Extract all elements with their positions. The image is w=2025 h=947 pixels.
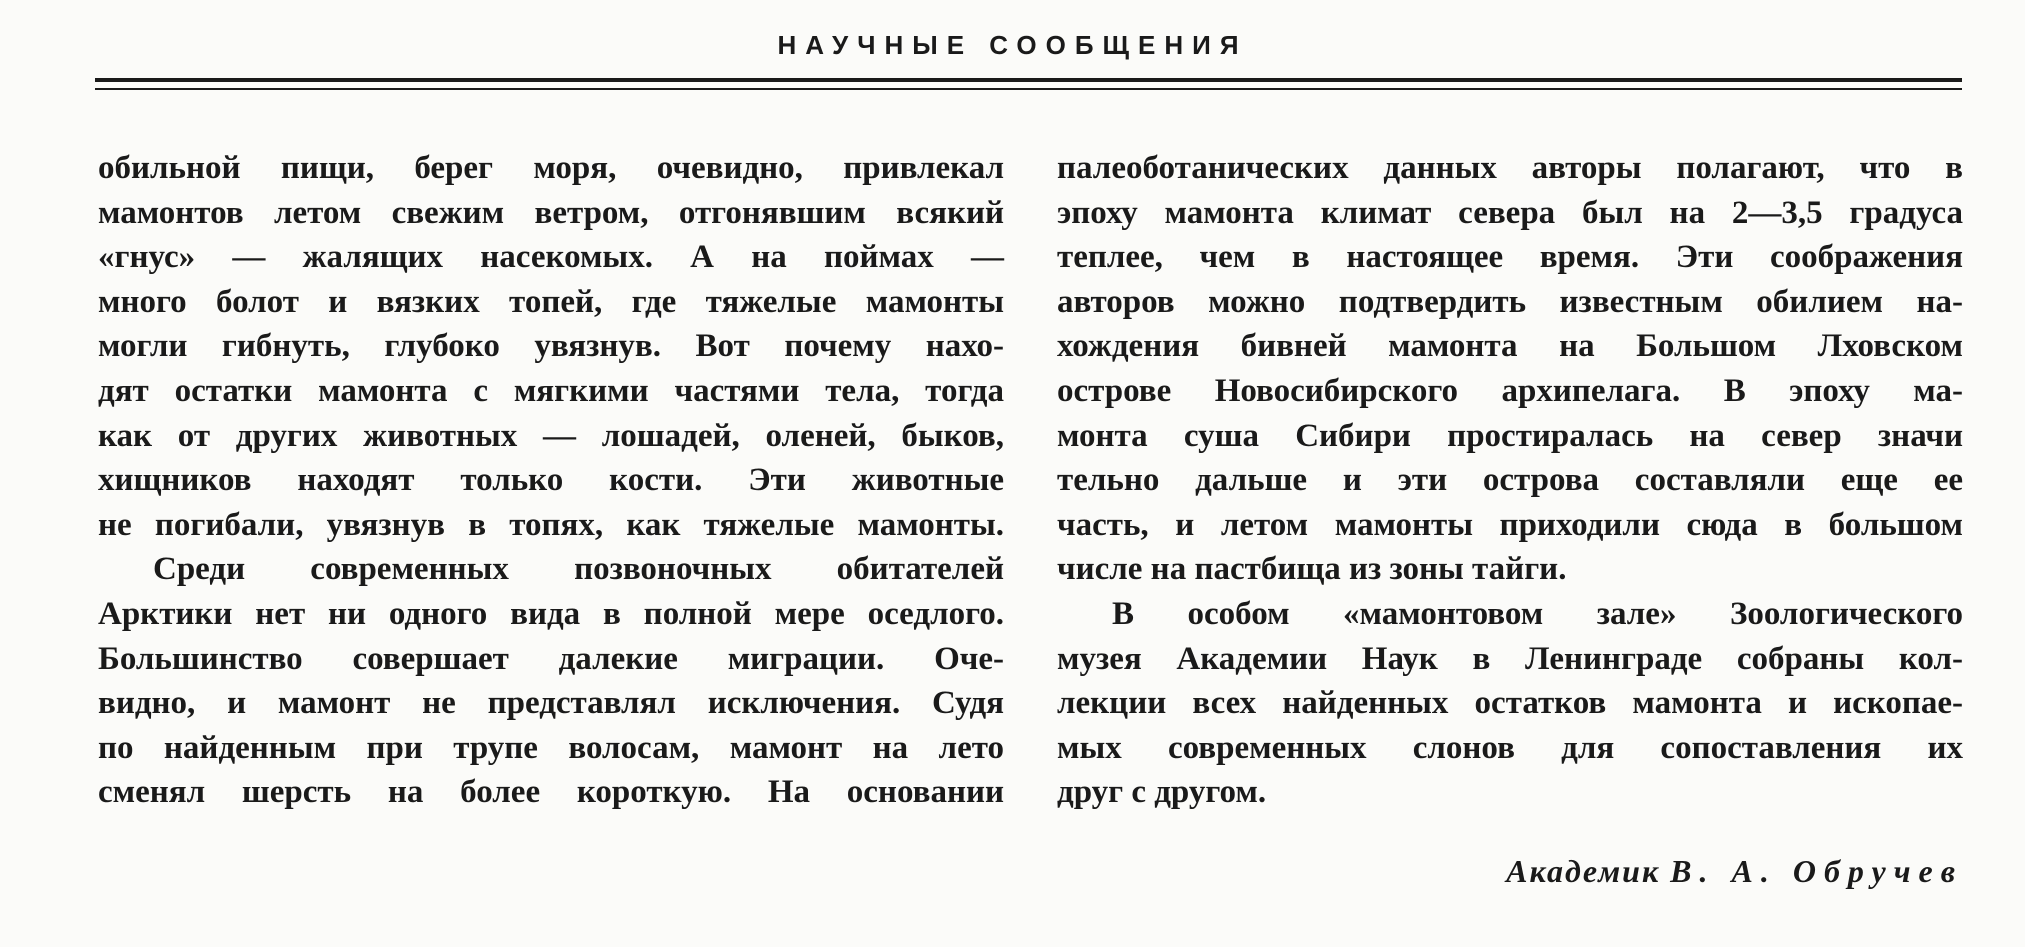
text-line: острове Новосибирского архипелага. В эпоху ма-: [1057, 372, 1963, 409]
author-title: Академик: [1506, 853, 1661, 889]
text-line: часть, и летом мамонты приходили сюда в большом: [1057, 506, 1963, 543]
text-line: Большинство совершает далекие миграции. Оче-: [98, 640, 1004, 677]
text-line: много болот и вязких топей, где тяжелые мамонты: [98, 283, 1004, 320]
text-line: тельно дальше и эти острова составляли еще ее: [1057, 462, 1963, 499]
header-rule-thick: [95, 78, 1962, 82]
text-line: музея Академии Наук в Ленинграде собраны кол-: [1057, 640, 1963, 677]
header-rule-thin: [95, 88, 1962, 90]
section-header: НАУЧНЫЕ СООБЩЕНИЯ: [777, 30, 1248, 60]
text-line: как от других животных — лошадей, оленей, быков,: [98, 417, 1004, 454]
text-line: хождения бивней мамонта на Большом Лховском: [1057, 328, 1963, 365]
author-signature: [1506, 853, 1963, 890]
text-line: Среди современных позвоночных обитателей: [153, 551, 1004, 588]
text-line: хищников находят только кости. Эти животные: [98, 462, 1004, 499]
text-line: сменял шерсть на более короткую. На основании: [98, 774, 1004, 811]
text-line: могли гибнуть, глубоко увязнув. Вот почему нахо-: [98, 328, 1004, 365]
text-line: лекции всех найденных остатков мамонта и ископае-: [1057, 685, 1963, 722]
text-line: В особом «мамонтовом зале» Зоологического: [1112, 595, 1963, 632]
text-line: авторов можно подтвердить известным обилием на-: [1057, 283, 1963, 320]
text-line: по найденным при трупе волосам, мамонт на лето: [98, 729, 1004, 766]
text-line: друг с другом.: [1057, 774, 1267, 811]
text-line: палеоботанических данных авторы полагают, что в: [1057, 150, 1963, 186]
text-line: монта суша Сибири простиралась на север значи: [1057, 417, 1963, 454]
author-name: В. А. Обручев: [1670, 853, 1963, 889]
text-line: Арктики нет ни одного вида в полной мере оседлого.: [98, 595, 1004, 632]
left-column: [98, 146, 1004, 815]
text-line: мамонтов летом свежим ветром, отгонявшим всякий: [98, 194, 1004, 231]
text-line: обильной пищи, берег моря, очевидно, привлекал: [98, 150, 1004, 186]
text-line: дят остатки мамонта с мягкими частями тела, тогда: [98, 372, 1004, 409]
text-line: видно, и мамонт не представлял исключения. Судя: [98, 685, 1004, 722]
text-line: «гнус» — жалящих насекомых. А на поймах —: [98, 239, 1004, 276]
text-line: теплее, чем в настоящее время. Эти соображения: [1057, 239, 1963, 276]
text-line: не погибали, увязнув в топях, как тяжелые мамонты.: [98, 506, 1004, 543]
right-column: [1057, 146, 1963, 815]
text-line: мых современных слонов для сопоставления их: [1057, 729, 1963, 766]
text-line: числе на пастбища из зоны тайги.: [1057, 551, 1567, 588]
text-line: эпоху мамонта климат севера был на 2—3,5 градуса: [1057, 194, 1963, 231]
